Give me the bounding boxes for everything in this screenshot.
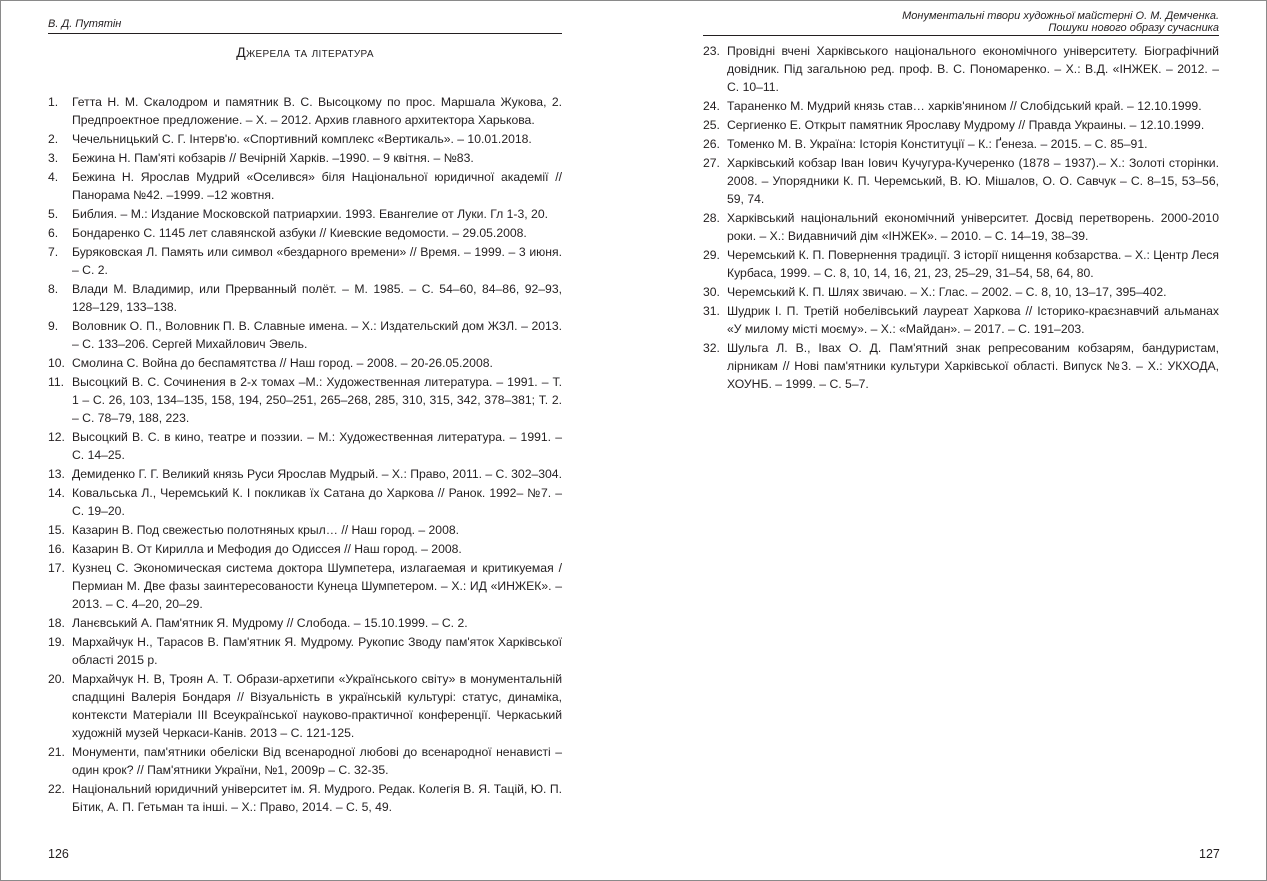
reference-text: Бежина Н. Ярослав Мудрий «Оселився» біля Національної юридичної академії // Панорама №42. –1999. –12 жовтня. — [72, 170, 562, 202]
reference-text: Гетта Н. М. Скалодром и памятник В. С. Высоцкому по прос. Маршала Жукова, 2. Предпроектное предложение. – Х. – 2012. Архив главного архитектора Харькова. — [72, 95, 562, 127]
reference-number: 21. — [48, 745, 65, 759]
reference-item — [48, 780, 562, 816]
reference-text: Воловник О. П., Воловник П. В. Славные имена. – Х.: Издательский дом ЖЗЛ. – 2013. – С. 133–206. Сергей Михайлович Эвель. — [72, 319, 562, 351]
reference-text: Сергиенко Е. Открыт памятник Ярославу Мудрому // Правда Украины. – 12.10.1999. — [727, 118, 1205, 132]
reference-number: 4. — [48, 170, 59, 184]
reference-number: 8. — [48, 282, 59, 296]
reference-item — [703, 246, 1219, 282]
running-head-title-line1: Монументальні твори художньої майстерні О. М. Демченка. — [902, 10, 1219, 22]
reference-number: 17. — [48, 561, 65, 575]
reference-number: 2. — [48, 132, 59, 146]
reference-number: 10. — [48, 356, 65, 370]
reference-text: Мархайчук Н., Тарасов В. Пам'ятник Я. Мудрому. Рукопис Зводу пам'яток Харківської області 2015 р. — [72, 635, 562, 667]
reference-item — [703, 283, 1219, 301]
reference-item — [48, 540, 562, 558]
reference-number: 7. — [48, 245, 59, 259]
reference-text: Высоцкий В. С. Сочинения в 2-х томах –М.: Художественная литература. – 1991. – Т. 1 – С. 26, 103, 134–135, 158, 194, 250–251, 265–268, 285, 310, 315, 342, 378–381; Т. 2. – С. 78–79, 188, 223. — [72, 375, 562, 425]
reference-number: 5. — [48, 207, 59, 221]
reference-number: 26. — [703, 137, 720, 151]
reference-text: Кузнец С. Экономическая система доктора Шумпетера, излагаемая и критикуемая / Пермиан М. Две фазы заинтересованости Кунеца Шумпетером. – Х.: ИД «ИНЖЕК». – 2013. – С. 4–20, 20–29. — [72, 561, 562, 611]
reference-number: 25. — [703, 118, 720, 132]
reference-text: Казарин В. Под свежестью полотняных крыл… // Наш город. – 2008. — [72, 523, 460, 537]
reference-text: Тараненко М. Мудрий князь став… харків'янином // Слобідський край. – 12.10.1999. — [727, 99, 1202, 113]
reference-text: Шульга Л. В., Івах О. Д. Пам'ятний знак репресованим кобзарям, бандуристам, лірникам // Нові пам'ятники культури Харківської області. Випуск №3. – Х.: УКХОДА, ХОУНБ. – 1999. – С. 5–7. — [727, 341, 1219, 391]
reference-number: 3. — [48, 151, 59, 165]
reference-item — [48, 317, 562, 353]
left-page — [0, 0, 633, 881]
reference-text: Влади М. Владимир, или Прерванный полёт. – М. 1985. – С. 54–60, 84–86, 92–93, 128–129, 133–138. — [72, 282, 562, 314]
reference-number: 30. — [703, 285, 720, 299]
reference-item — [48, 614, 562, 632]
running-head-author: В. Д. Путятін — [48, 18, 562, 34]
reference-item — [48, 373, 562, 427]
reference-number: 13. — [48, 467, 65, 481]
reference-number: 24. — [703, 99, 720, 113]
reference-number: 11. — [48, 375, 65, 389]
reference-item — [48, 465, 562, 483]
reference-item — [48, 149, 562, 167]
reference-number: 16. — [48, 542, 65, 556]
reference-item — [703, 97, 1219, 115]
reference-text: Харківський кобзар Іван Іович Кучугура-Кучеренко (1878 – 1937).– Х.: Золоті сторінки. 2008. – Упорядники К. П. Черемський, В. Ю. Мішалов, О. О. Савчук – С. 8–15, 53–56, 59, 74. — [727, 156, 1219, 206]
reference-number: 12. — [48, 430, 65, 444]
reference-text: Шудрик І. П. Третій нобелівський лауреат Харкова // Історико-краєзнавчий альманах «У милому місті моєму». – Х.: «Майдан». – 2017. – С. 191–203. — [727, 304, 1219, 336]
reference-item — [48, 130, 562, 148]
reference-number: 27. — [703, 156, 720, 170]
reference-number: 23. — [703, 44, 720, 58]
reference-number: 19. — [48, 635, 65, 649]
reference-item — [48, 428, 562, 464]
section-heading: Джерела та література — [236, 44, 374, 60]
reference-text: Томенко М. В. Україна: Історія Конституції – К.: Ґенеза. – 2015. – С. 85–91. — [727, 137, 1148, 151]
reference-text: Провідні вчені Харківського національного економічного університету. Біографічний довідник. Під загальною ред. проф. В. С. Пономаренко. – Х.: В.Д. «ІНЖЕК. – 2012. – С. 10–11. — [727, 44, 1219, 94]
reference-number: 31. — [703, 304, 720, 318]
reference-number: 14. — [48, 486, 65, 500]
reference-number: 32. — [703, 341, 720, 355]
reference-number: 28. — [703, 211, 720, 225]
reference-item — [48, 633, 562, 669]
reference-item — [48, 243, 562, 279]
reference-number: 20. — [48, 672, 65, 686]
reference-text: Высоцкий В. С. в кино, театре и поэзии. – М.: Художественная литература. – 1991. – С. 14–25. — [72, 430, 562, 462]
reference-number: 29. — [703, 248, 720, 262]
reference-item — [48, 743, 562, 779]
reference-list-right — [703, 42, 1219, 394]
reference-text: Монументи, пам'ятники обеліски Від всенародної любові до всенародної ненависті – один крок? // Пам'ятники України, №1, 2009р – С. 32-35. — [72, 745, 562, 777]
reference-item — [48, 205, 562, 223]
reference-number: 18. — [48, 616, 65, 630]
reference-text: Буряковская Л. Память или символ «бездарного времени» // Время. – 1999. – 3 июня. – С. 2. — [72, 245, 562, 277]
reference-text: Бондаренко С. 1145 лет славянской азбуки // Киевские ведомости. – 29.05.2008. — [72, 226, 527, 240]
reference-text: Харківський національний економічний університет. Досвід перетворень. 2000-2010 роки. – Х.: Видавничий дім «ІНЖЕК». – 2010. – С. 14–19, 38–39. — [727, 211, 1219, 243]
reference-number: 1. — [48, 95, 59, 109]
reference-text: Библия. – М.: Издание Московской патриархии. 1993. Евангелие от Луки. Гл 1-3, 20. — [72, 207, 548, 221]
reference-text: Бежина Н. Пам'яті кобзарів // Вечірній Харків. –1990. – 9 квітня. – №83. — [72, 151, 474, 165]
reference-item — [703, 209, 1219, 245]
reference-number: 6. — [48, 226, 59, 240]
reference-item — [48, 224, 562, 242]
reference-item — [48, 484, 562, 520]
reference-item — [48, 93, 562, 129]
reference-text: Смолина С. Война до беспамятства // Наш город. – 2008. – 20-26.05.2008. — [72, 356, 493, 370]
reference-text: Казарин В. От Кирилла и Мефодия до Одиссея // Наш город. – 2008. — [72, 542, 462, 556]
reference-text: Демиденко Г. Г. Великий князь Руси Ярослав Мудрый. – Х.: Право, 2011. – С. 302–304. — [72, 467, 562, 481]
reference-list-left — [48, 93, 562, 817]
reference-item — [48, 168, 562, 204]
reference-text: Ковальська Л., Черемський К. І покликав їх Сатана до Харкова // Ранок. 1992– №7. – С. 19–20. — [72, 486, 562, 518]
page-number-left: 126 — [48, 847, 69, 861]
reference-text: Черемський К. П. Повернення традиції. З історії нищення кобзарства. – Х.: Центр Леся Курбаса, 1999. – С. 8, 10, 14, 16, 21, 23, 25–29, 31–54, 58, 64, 80. — [727, 248, 1219, 280]
right-page — [633, 0, 1267, 881]
reference-item — [703, 116, 1219, 134]
reference-text: Ланєвський А. Пам'ятник Я. Мудрому // Слобода. – 15.10.1999. – С. 2. — [72, 616, 468, 630]
reference-item — [48, 670, 562, 742]
reference-item — [703, 302, 1219, 338]
running-head-title — [703, 10, 1219, 36]
reference-text: Чечельницький С. Г. Інтерв'ю. «Спортивний комплекс «Вертикаль». – 10.01.2018. — [72, 132, 532, 146]
reference-item — [48, 280, 562, 316]
reference-item — [703, 154, 1219, 208]
reference-item — [703, 135, 1219, 153]
reference-number: 22. — [48, 782, 65, 796]
running-head-title-line2: Пошуки нового образу сучасника — [1048, 22, 1219, 34]
reference-number: 15. — [48, 523, 65, 537]
reference-item — [703, 42, 1219, 96]
reference-item — [48, 559, 562, 613]
page-number-right: 127 — [1199, 847, 1220, 861]
reference-item — [48, 521, 562, 539]
reference-item — [48, 354, 562, 372]
reference-text: Черемський К. П. Шлях звичаю. – Х.: Глас. – 2002. – С. 8, 10, 13–17, 395–402. — [727, 285, 1167, 299]
reference-number: 9. — [48, 319, 59, 333]
reference-item — [703, 339, 1219, 393]
reference-text: Національний юридичний університет ім. Я. Мудрого. Редак. Колегія В. Я. Тацій, Ю. П. Бітик, А. П. Гетьман та інші. – Х.: Право, 2014. – С. 5, 49. — [72, 782, 562, 814]
reference-text: Мархайчук Н. В, Троян А. Т. Образи-архетипи «Українського світу» в монументальній спадщині Валерія Бондаря // Візуальність в українській культурі: статус, динаміка, контексти Матеріали ІІІ Всеукраїнської науково-практичної конференції. Черкаський художній музей Черкаси-Канів. 2013 – С. 121-125. — [72, 672, 562, 740]
